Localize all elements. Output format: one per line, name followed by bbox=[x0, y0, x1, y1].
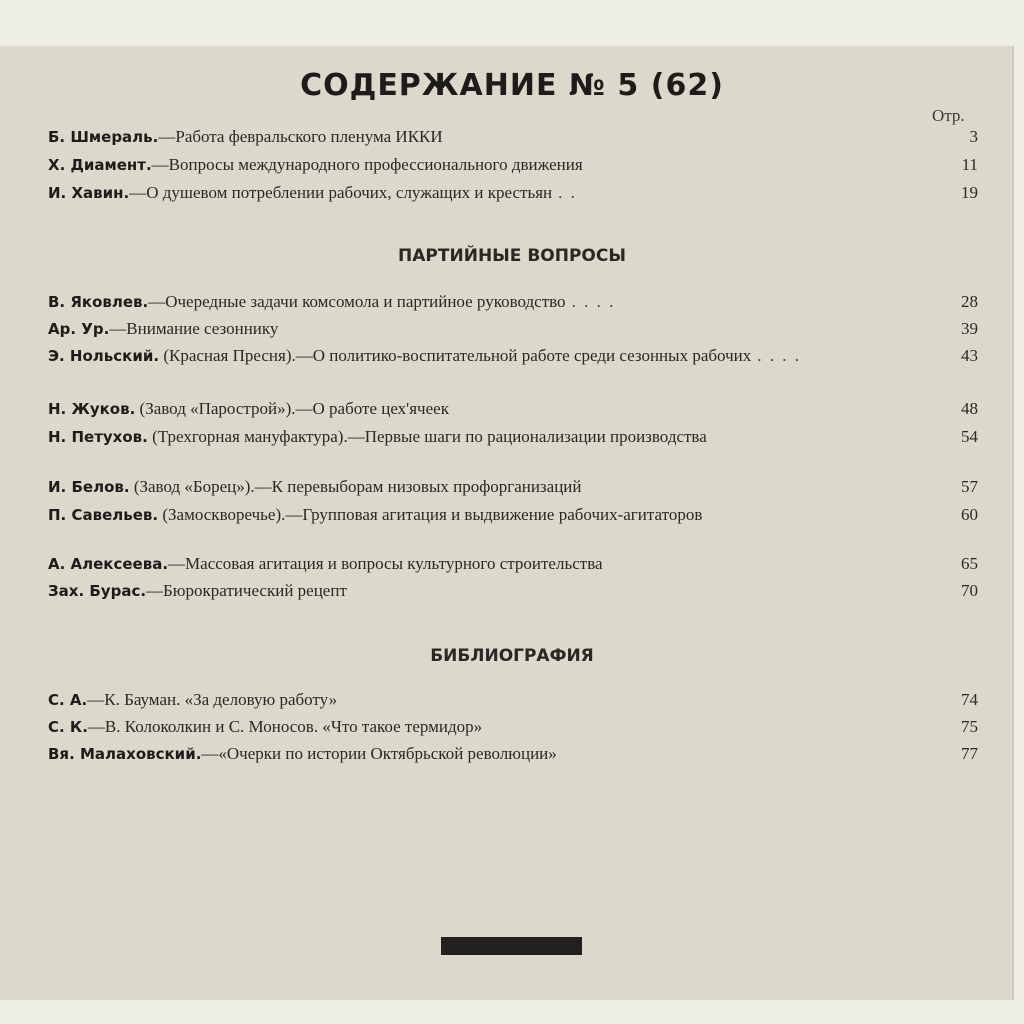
toc-entry bbox=[48, 289, 978, 315]
entry-author: Б. Шмераль. bbox=[48, 128, 159, 146]
entry-page: 74 bbox=[961, 690, 978, 709]
entry-author: Э. Нольский. bbox=[48, 347, 160, 365]
toc-entry bbox=[48, 152, 978, 178]
toc-entry bbox=[48, 424, 978, 450]
entry-leader-dots: . . . . bbox=[571, 292, 616, 311]
ornament-bar bbox=[441, 937, 582, 955]
entry-author: А. Алексеева. bbox=[48, 555, 169, 573]
entry-author: В. Яковлев. bbox=[48, 293, 149, 311]
entry-title: —Массовая агитация и вопросы культурного строительства bbox=[168, 554, 603, 573]
entry-author: С. К. bbox=[48, 718, 88, 736]
entry-page: 75 bbox=[961, 717, 978, 736]
toc-entry bbox=[48, 396, 978, 422]
toc-entry bbox=[48, 687, 978, 713]
entry-page: 11 bbox=[961, 155, 978, 174]
entry-page: 19 bbox=[961, 183, 978, 202]
entry-title: (Трехгорная мануфактура).—Первые шаги по рационализации производства bbox=[147, 427, 707, 446]
entry-title: —Бюрократический рецепт bbox=[146, 581, 347, 600]
toc-entry bbox=[48, 714, 978, 740]
entry-page: 77 bbox=[961, 744, 978, 763]
entry-author: Ар. Ур. bbox=[48, 320, 110, 338]
toc-entry bbox=[48, 741, 978, 767]
entry-title: —Очередные задачи комсомола и партийное руководство bbox=[148, 292, 566, 311]
entry-author: П. Савельев. bbox=[48, 506, 159, 524]
entry-page: 65 bbox=[961, 554, 978, 573]
toc-entry bbox=[48, 343, 978, 369]
entry-page: 57 bbox=[961, 477, 978, 496]
entry-title: —Работа февральского пленума ИККИ bbox=[158, 127, 443, 146]
entry-title: —«Очерки по истории Октябрьской революции» bbox=[201, 744, 557, 763]
entry-author: Н. Жуков. bbox=[48, 400, 136, 418]
toc-entry bbox=[48, 316, 978, 342]
entry-title: —Вопросы международного профессионального движения bbox=[151, 155, 583, 174]
entry-title: (Замоскворечье).—Групповая агитация и выдвижение рабочих-агитаторов bbox=[158, 505, 703, 524]
page-column-header: Отр. bbox=[932, 106, 965, 125]
entry-author: Зах. Бурас. bbox=[48, 582, 147, 600]
entry-page: 70 bbox=[961, 581, 978, 600]
entry-author: Н. Петухов. bbox=[48, 428, 148, 446]
entry-title: (Завод «Парострой»).—О работе цех'ячеек bbox=[135, 399, 449, 418]
toc-entry bbox=[48, 578, 978, 604]
entry-leader-dots: . . bbox=[558, 183, 577, 202]
entry-page: 54 bbox=[961, 427, 978, 446]
section-title-party-questions: ПАРТИЙНЫЕ ВОПРОСЫ bbox=[398, 246, 626, 266]
entry-title: (Завод «Борец»).—К перевыборам низовых профорганизаций bbox=[129, 477, 582, 496]
entry-page: 60 bbox=[961, 505, 978, 524]
entry-author: И. Хавин. bbox=[48, 184, 130, 202]
entry-title: —В. Колоколкин и С. Моносов. «Что такое термидор» bbox=[87, 717, 483, 736]
entry-leader-dots: . . . . bbox=[757, 346, 801, 365]
section-title-bibliography: БИБЛИОГРАФИЯ bbox=[430, 646, 594, 666]
toc-entry bbox=[48, 551, 978, 577]
entry-title: —Внимание сезоннику bbox=[109, 319, 279, 338]
entry-author: С. А. bbox=[48, 691, 88, 709]
entry-author: Вя. Малаховский. bbox=[48, 745, 202, 763]
toc-entry bbox=[48, 474, 978, 500]
entry-page: 3 bbox=[969, 127, 978, 146]
toc-entry bbox=[48, 502, 978, 528]
entry-title: —К. Бауман. «За деловую работу» bbox=[87, 690, 338, 709]
entry-page: 43 bbox=[961, 346, 978, 365]
entry-page: 48 bbox=[961, 399, 978, 418]
entry-title: —О душевом потреблении рабочих, служащих и крестьян bbox=[129, 183, 553, 202]
page-title: СОДЕРЖАНИЕ № 5 (62) bbox=[300, 68, 724, 103]
entry-author: Х. Диамент. bbox=[48, 156, 152, 174]
toc-entry bbox=[48, 124, 978, 150]
entry-title: (Красная Пресня).—О политико-воспитательной работе среди сезонных рабочих bbox=[159, 346, 752, 365]
entry-page: 28 bbox=[961, 292, 978, 311]
entry-page: 39 bbox=[961, 319, 978, 338]
entry-author: И. Белов. bbox=[48, 478, 130, 496]
toc-entry bbox=[48, 180, 978, 206]
